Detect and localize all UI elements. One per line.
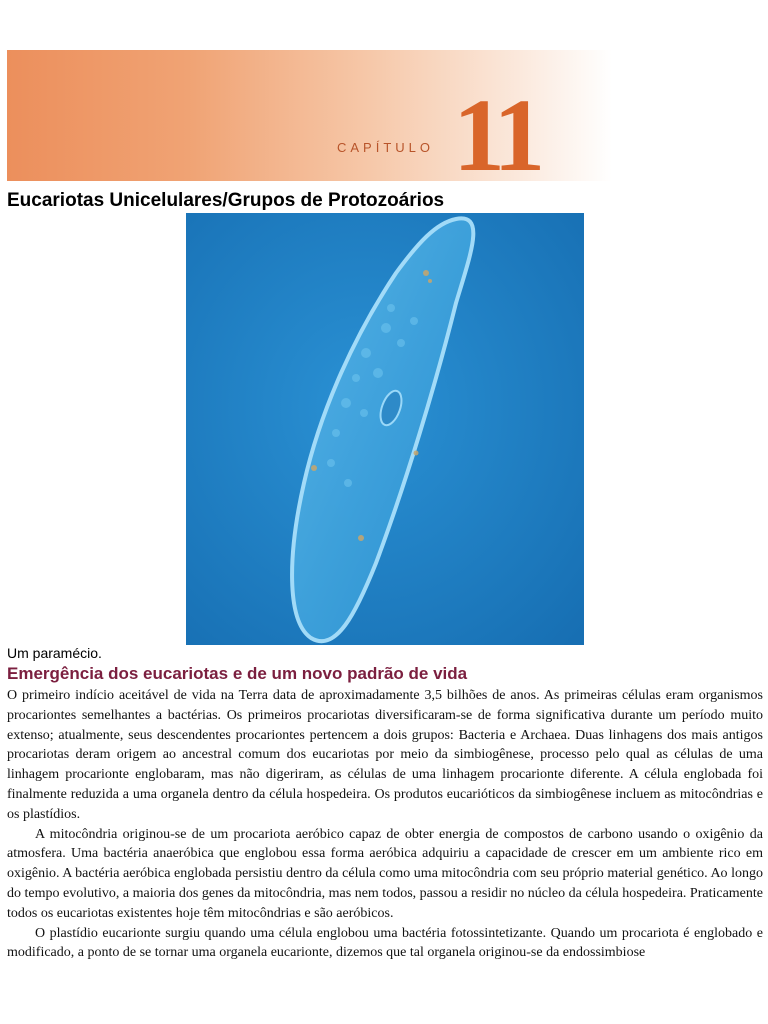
paragraph: O plastídio eucarionte surgiu quando uma célula englobou uma bactéria fotossintetizante. Quando um procariota é englobado e modificado, a ponto de se tornar uma organela eucarionte, dizemos que tal organela originou-se da endossimbiose — [7, 925, 763, 961]
page-title: Eucariotas Unicelulares/Grupos de Protozoários — [7, 190, 445, 211]
paramecium-photo — [186, 213, 584, 645]
paramecium-illustration — [186, 213, 584, 645]
section-heading: Emergência dos eucariotas e de um novo padrão de vida — [7, 664, 468, 683]
paragraph: A mitocôndria originou-se de um procariota aeróbico capaz de obter energia de compostos de carbono usando o oxigênio da atmosfera. Uma bactéria anaeróbica que englobou essa forma aeróbica adquiriu a capacidade de crescer em um ambiente rico em oxigênio. A bactéria aeróbica englobada persistiu dentro da célula como uma mitocôndria com seu próprio material genético. Ao longo do tempo evolutivo, a maioria dos genes da mitocôndria, mas nem todos, passou a residir no núcleo da célula hospedeira. Praticamente todos os eucariotas existentes hoje têm mitocôndrias e são aeróbicos. — [7, 826, 763, 921]
body-text — [7, 686, 763, 963]
figure-caption: Um paramécio. — [7, 645, 102, 661]
paragraph: O primeiro indício aceitável de vida na Terra data de aproximadamente 3,5 bilhões de anos. As primeiras células eram organismos procariontes semelhantes a bactérias. Os primeiros procariotas diversificaram-se de forma significativa durante um período muito extenso; atualmente, seus descendentes procariontes pertencem a dois grupos: Bacteria e Archaea. Duas linhagens dos mais antigos procariotas deram origem ao ancestral comum dos eucariotas por meio da simbiogênese, processo pelo qual as células de uma linhagem procarionte englobaram, mas não digeriram, as células de uma linhagem procarionte diferente. A célula englobada foi finalmente reduzida a uma organela dentro da célula hospedeira. Os produtos eucarióticos da simbiogênese incluem as mitocôndrias e os plastídios. — [7, 688, 763, 822]
chapter-number: 11 — [453, 78, 540, 193]
chapter-label: CAPÍTULO — [337, 140, 435, 155]
